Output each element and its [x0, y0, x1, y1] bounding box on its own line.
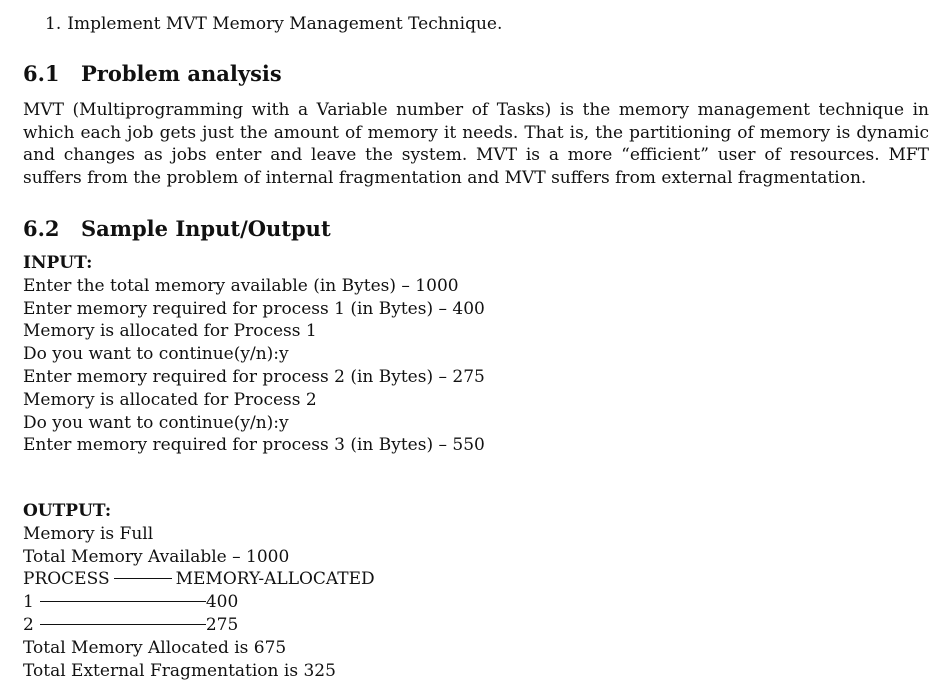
output-line-external-fragmentation: Total External Fragmentation is 325	[23, 660, 336, 681]
dash-separator	[40, 624, 206, 625]
output-table-header	[23, 568, 375, 591]
input-line: Memory is allocated for Process 2	[23, 389, 317, 410]
row-memory: 275	[205, 614, 239, 635]
row-process: 2	[23, 614, 34, 635]
output-line-total-allocated: Total Memory Allocated is 675	[23, 637, 287, 658]
input-line: Do you want to continue(y/n):y	[23, 344, 289, 365]
output-line-memory-full: Memory is Full	[23, 523, 154, 544]
input-line: Enter memory required for process 3 (in Bytes) – 550	[23, 435, 485, 456]
dash-separator	[40, 601, 206, 602]
input-line: Do you want to continue(y/n):y	[23, 412, 289, 433]
section-heading-sample-io	[23, 216, 331, 242]
output-line-total-available: Total Memory Available – 1000	[23, 546, 290, 567]
section-number: 6.1	[23, 61, 60, 86]
input-label: INPUT:	[23, 253, 93, 273]
section-title: Problem analysis	[81, 61, 282, 86]
table-row	[23, 614, 375, 637]
task-text: Implement MVT Memory Management Technique.	[67, 14, 503, 34]
input-block	[23, 252, 485, 457]
table-header-memory: MEMORY-ALLOCATED	[175, 569, 375, 590]
task-number: 1.	[45, 14, 62, 34]
input-line: Enter memory required for process 2 (in Bytes) – 275	[23, 366, 485, 387]
problem-analysis-paragraph: MVT (Multiprogramming with a Variable number of Tasks) is the memory management technique in which each job gets just the amount of memory it needs. That is, the partitioning of memory is dynamic and changes as jobs enter and leave the system. MVT is a more “efficient” user of resources. MFT suffers from the problem of internal fragmentation and MVT suffers from external fragmentation.	[23, 100, 929, 188]
row-process: 1	[23, 592, 34, 613]
table-header-process: PROCESS	[23, 569, 110, 590]
task-item	[45, 13, 502, 35]
input-line: Enter the total memory available (in Bytes) – 1000	[23, 275, 459, 296]
section-heading-problem-analysis	[23, 61, 282, 87]
section-title: Sample Input/Output	[81, 216, 331, 241]
table-row	[23, 591, 375, 614]
input-line: Memory is allocated for Process 1	[23, 321, 317, 342]
row-memory: 400	[205, 592, 239, 613]
input-line: Enter memory required for process 1 (in Bytes) – 400	[23, 298, 485, 319]
dash-separator	[114, 578, 172, 579]
section-number: 6.2	[23, 216, 60, 241]
output-block	[23, 500, 375, 682]
output-label: OUTPUT:	[23, 501, 112, 521]
